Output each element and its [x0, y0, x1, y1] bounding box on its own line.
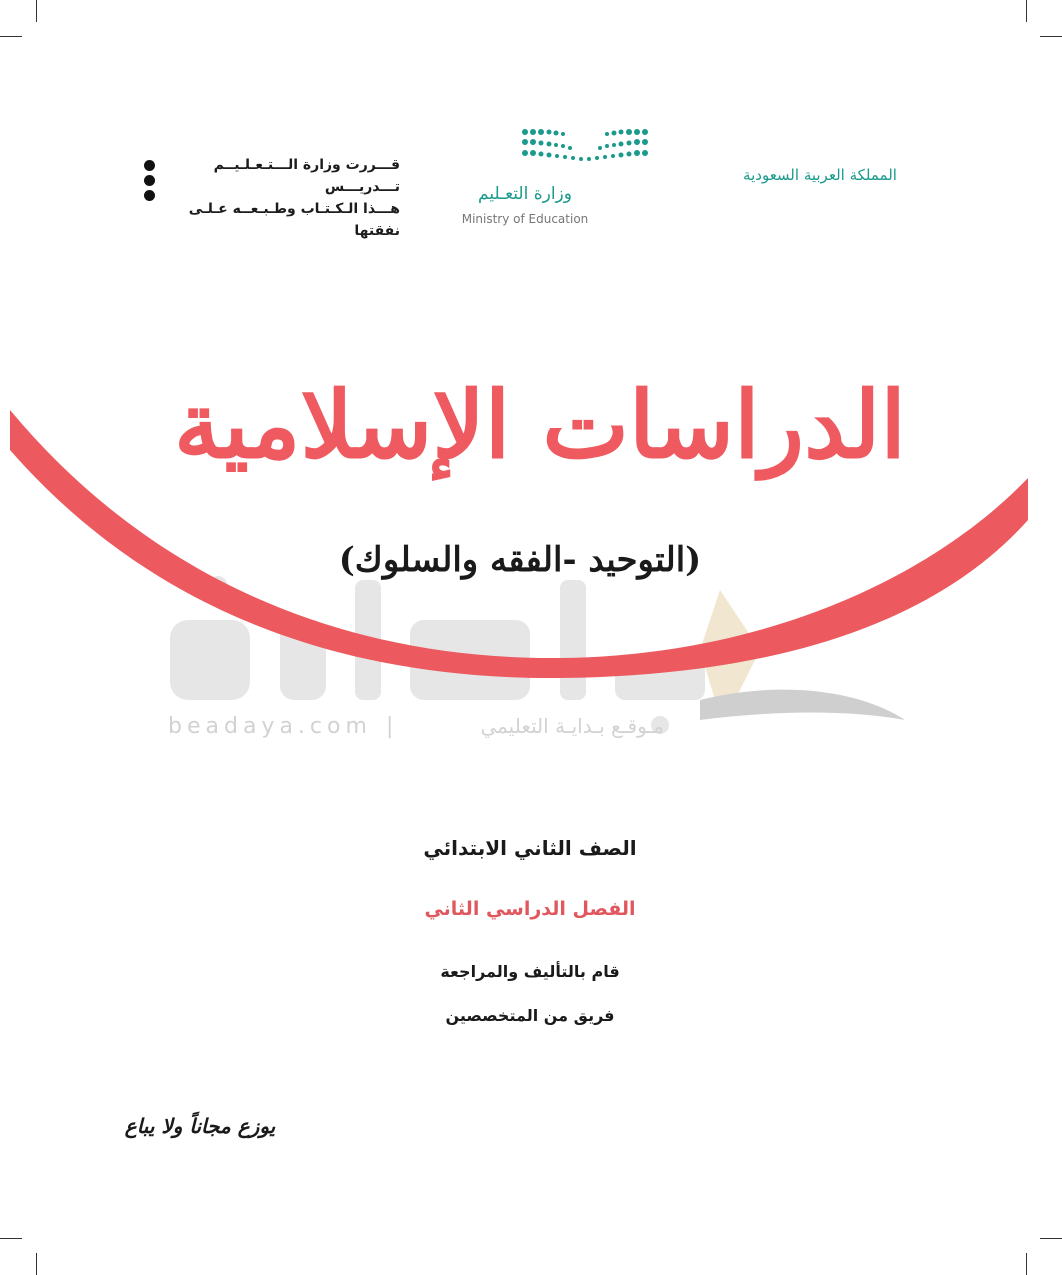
- bullet-icon: [144, 175, 155, 186]
- book-title: الدراسات الإسلامية: [173, 371, 906, 479]
- decree-bullets: [144, 160, 155, 205]
- authors-line-1: قام بالتأليف والمراجعة: [440, 962, 620, 981]
- ministry-logo-icon: [515, 126, 655, 166]
- crop-mark: [1040, 1238, 1062, 1239]
- free-distribution-note: يوزع مجاناً ولا يباع: [124, 1114, 276, 1138]
- authors-line-2: فريق من المتخصصين: [445, 1006, 615, 1025]
- crop-mark: [36, 0, 37, 22]
- bullet-icon: [144, 190, 155, 201]
- grade-label: الصف الثاني الابتدائي: [423, 836, 637, 860]
- decree-text: [140, 154, 400, 242]
- watermark-site-ar: مـوقـع بـدايـة التعليمي: [480, 714, 664, 738]
- crop-mark: [0, 1238, 22, 1239]
- decree-line-2: هـــذا الـكـتـاب وطـبـعــه عـلـى نفقتها: [188, 201, 400, 239]
- crop-mark: [1040, 36, 1062, 37]
- ministry-name-ar: وزارة التعـليم: [478, 184, 572, 204]
- book-subtitle: (التوحيد -الفقه والسلوك): [338, 540, 702, 580]
- watermark-separator: |: [386, 714, 394, 739]
- crop-mark: [36, 1253, 37, 1275]
- watermark-site: beadaya.com: [168, 714, 372, 739]
- bullet-icon: [144, 160, 155, 171]
- crop-mark: [1026, 1253, 1027, 1275]
- decree-line-1: قـــررت وزارة الـــتـعـلـيــم تـــدريـــس: [213, 157, 400, 195]
- term-label: الفصل الدراسي الثاني: [424, 898, 636, 920]
- crop-mark: [0, 36, 22, 37]
- country-name: المملكة العربية السعودية: [743, 166, 897, 184]
- crop-mark: [1026, 0, 1027, 22]
- ministry-name-en: Ministry of Education: [461, 212, 589, 226]
